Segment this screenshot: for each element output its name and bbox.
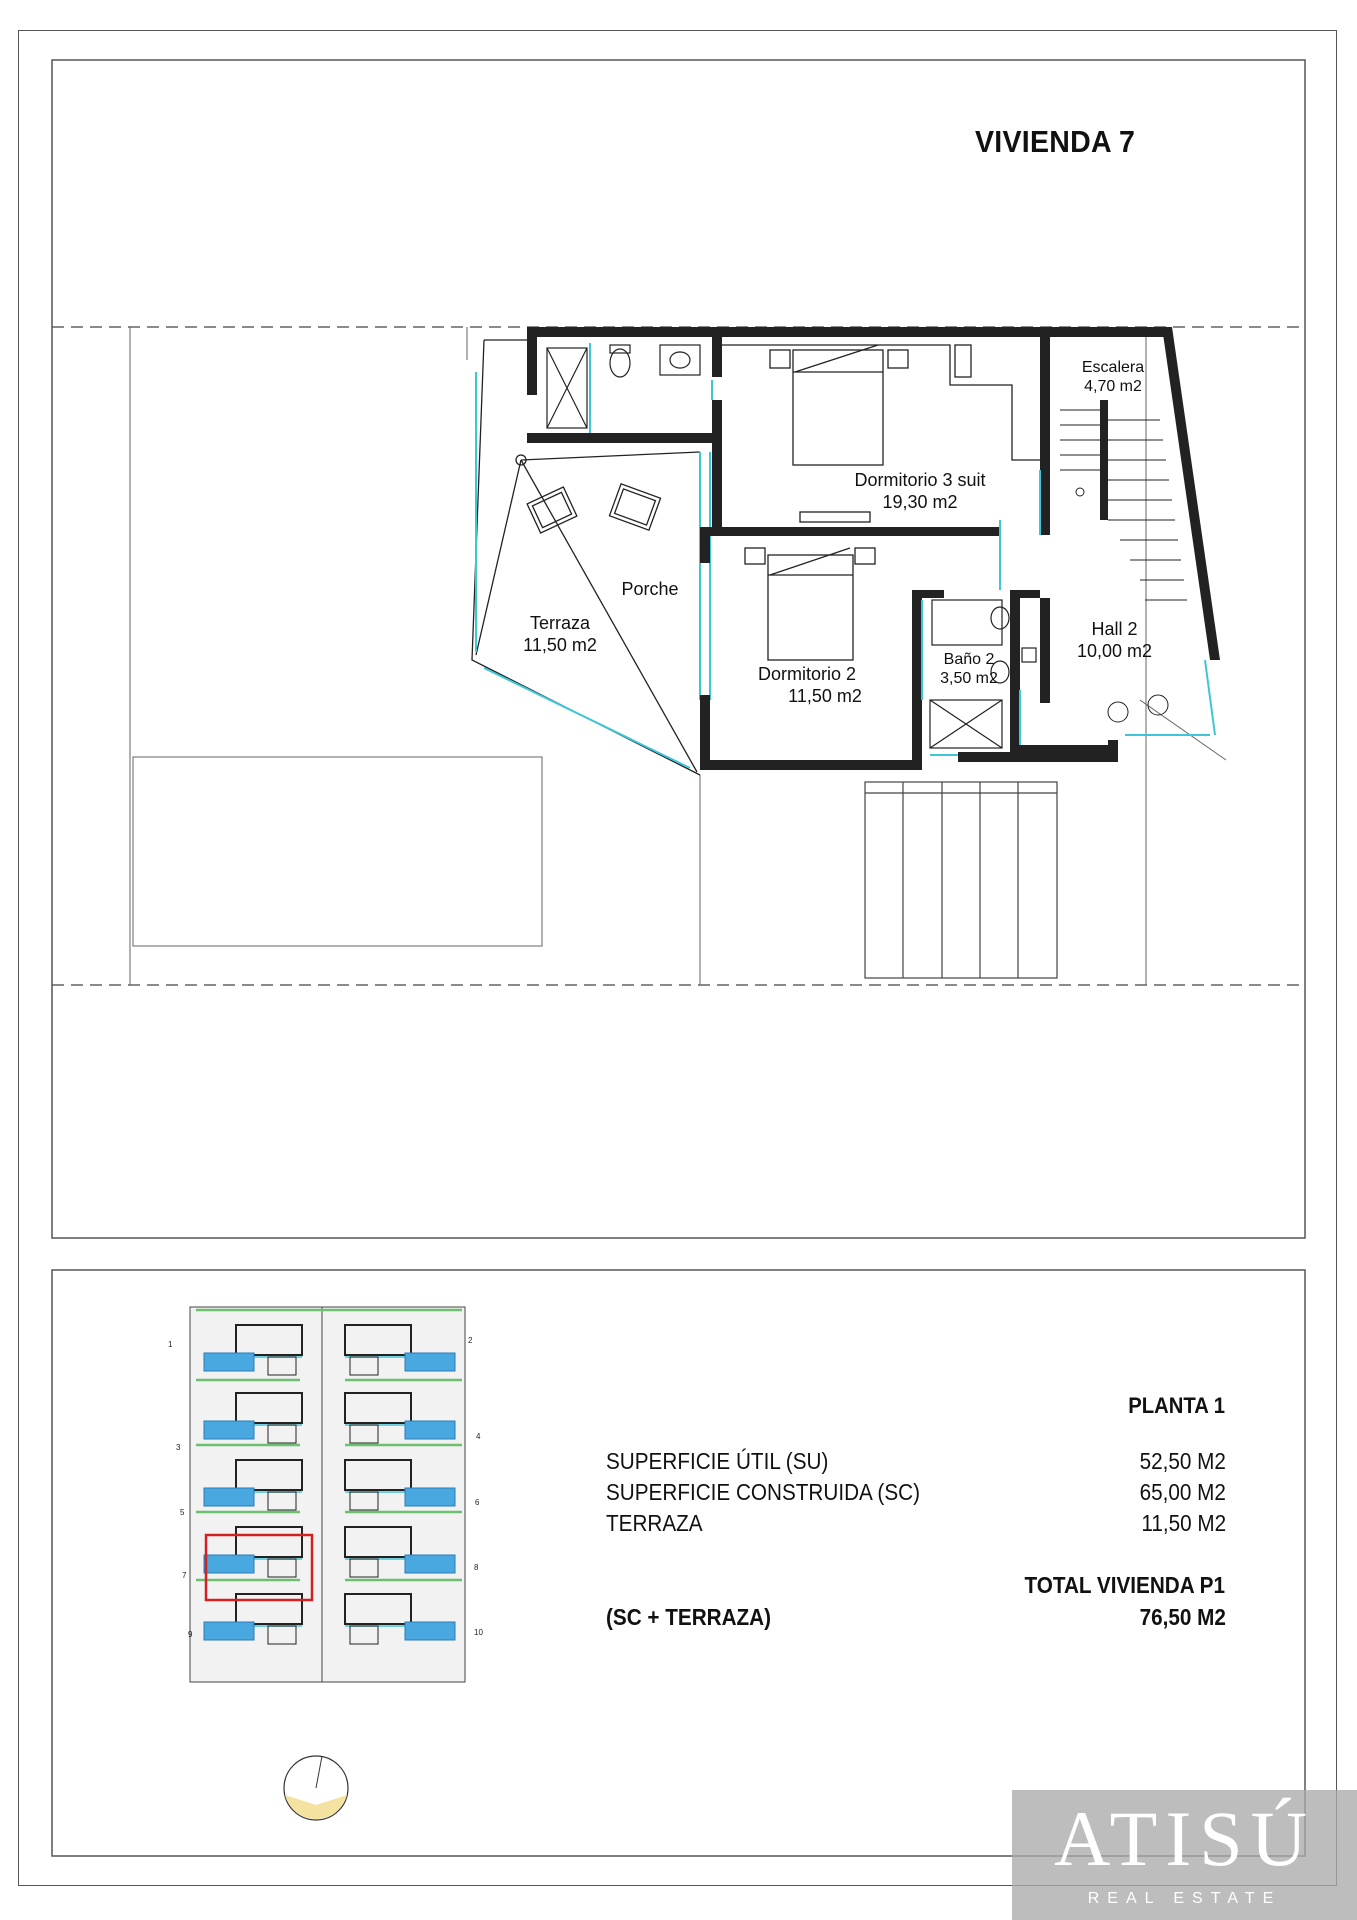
room-label-escalera <box>1068 358 1158 396</box>
keyplan-pool <box>405 1353 455 1371</box>
area-value: 65,00 M2 <box>1139 1479 1226 1505</box>
keyplan-unit-number: 2 <box>468 1336 473 1345</box>
watermark-subtitle: REAL ESTATE <box>1087 1890 1282 1907</box>
keyplan-pool <box>204 1622 254 1640</box>
keyplan-pool <box>204 1555 254 1573</box>
room-label-dormitorio3 <box>840 469 1000 513</box>
plan-title: VIVIENDA 7 <box>975 124 1136 159</box>
room-name: Baño 2 <box>943 651 995 668</box>
room-label-bano2 <box>930 650 1008 688</box>
watermark-logo <box>1012 1790 1357 1920</box>
area-row-terraza <box>606 1510 1226 1540</box>
area-value: 11,50 M2 <box>1141 1510 1226 1536</box>
room-label-dormitorio2 <box>742 663 872 707</box>
pergola <box>865 782 1057 978</box>
compass-icon <box>284 1756 348 1820</box>
keyplan-pool <box>204 1421 254 1439</box>
keyplan-unit-number: 1 <box>168 1340 173 1349</box>
area-row-util <box>606 1448 1226 1478</box>
room-name: Hall 2 <box>1091 619 1138 639</box>
watermark-name: ATISÚ <box>1053 1795 1315 1882</box>
terrace-glass <box>476 372 710 768</box>
total-value: 76,50 M2 <box>1139 1604 1226 1630</box>
porch-chairs <box>516 455 661 533</box>
room-area: 11,50 m2 <box>788 686 862 706</box>
area-row-construida <box>606 1479 1226 1509</box>
area-label: TERRAZA <box>606 1510 703 1536</box>
room-name: Porche <box>621 579 679 599</box>
keyplan-unit-number: 9 <box>188 1630 193 1639</box>
room-area: 19,30 m2 <box>882 492 958 512</box>
total-row <box>606 1604 1226 1634</box>
area-value: 52,50 M2 <box>1139 1448 1226 1474</box>
interior-glass <box>590 343 1215 755</box>
room-name: Escalera <box>1081 359 1145 376</box>
total-title: TOTAL VIVIENDA P1 <box>1024 1572 1225 1598</box>
room-label-porche <box>610 578 690 600</box>
room-label-terraza <box>510 612 610 656</box>
room-label-hall2 <box>1062 618 1167 662</box>
keyplan-pool <box>405 1622 455 1640</box>
keyplan-unit-number: 5 <box>180 1508 185 1517</box>
bed-dorm3 <box>793 350 883 465</box>
keyplan-pool <box>204 1488 254 1506</box>
keyplan-pool <box>204 1353 254 1371</box>
keyplan-unit-number: 10 <box>474 1628 483 1637</box>
room-name: Dormitorio 2 <box>757 664 857 684</box>
terrace-outline <box>472 340 700 775</box>
room-name: Dormitorio 3 suit <box>854 470 986 490</box>
room-area: 4,70 m2 <box>1084 378 1142 395</box>
keyplan-pool <box>405 1555 455 1573</box>
area-label: SUPERFICIE CONSTRUIDA (SC) <box>606 1479 920 1505</box>
total-label: (SC + TERRAZA) <box>606 1604 772 1630</box>
keyplan-unit-number: 8 <box>474 1563 479 1572</box>
floor-title: PLANTA 1 <box>1128 1393 1225 1418</box>
room-area: 3,50 m2 <box>940 670 998 687</box>
keyplan-unit-number: 6 <box>475 1498 480 1507</box>
area-label: SUPERFICIE ÚTIL (SU) <box>606 1448 829 1474</box>
keyplan-unit-number: 4 <box>476 1432 481 1441</box>
keyplan-pool <box>405 1421 455 1439</box>
room-area: 10,00 m2 <box>1076 641 1153 661</box>
keyplan-unit-number: 3 <box>176 1443 181 1452</box>
staircase <box>1060 410 1187 722</box>
room-name: Terraza <box>529 613 591 633</box>
keyplan-unit-number: 7 <box>182 1571 187 1580</box>
room-area: 11,50 m2 <box>523 635 597 655</box>
keyplan-pool <box>405 1488 455 1506</box>
